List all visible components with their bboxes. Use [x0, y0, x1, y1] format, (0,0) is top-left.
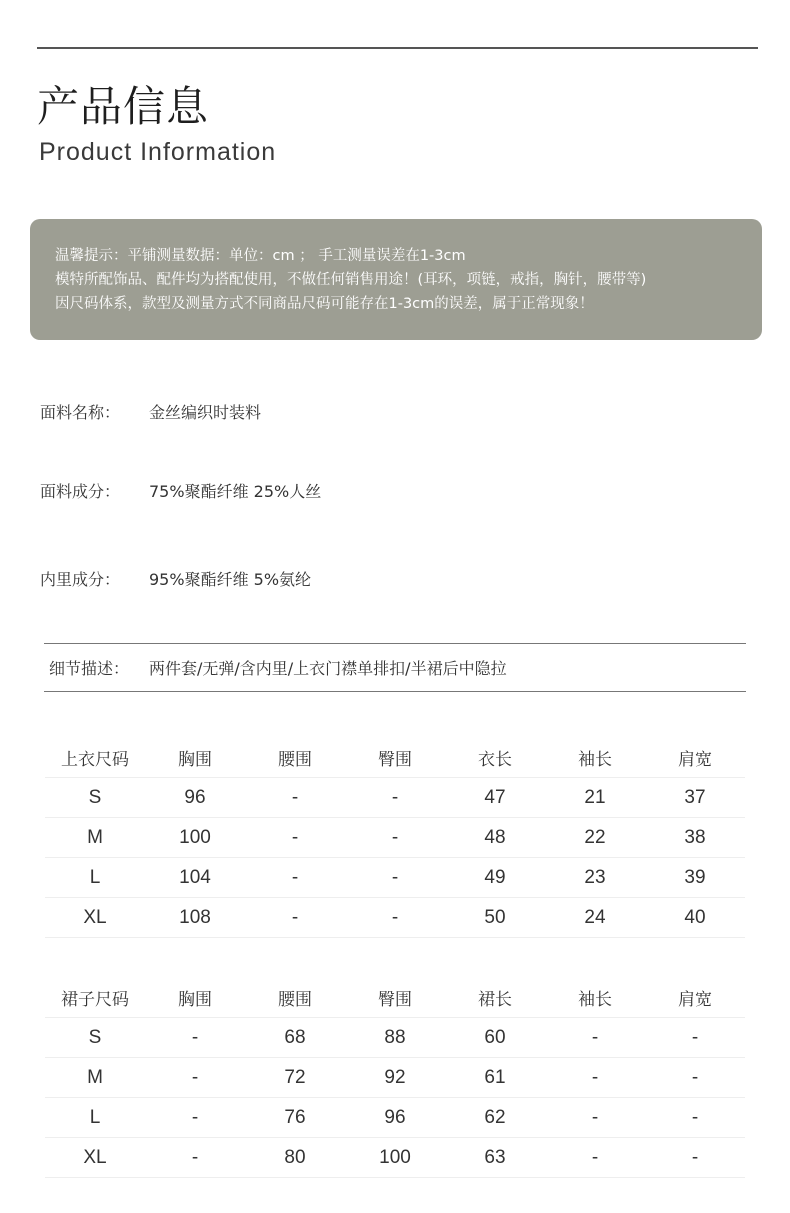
table-cell: 68	[245, 1018, 345, 1058]
table-cell: L	[45, 858, 145, 898]
notice-line: 温馨提示：平铺测量数据：单位：cm ； 手工测量误差在1-3cm	[55, 248, 466, 264]
header-cell: 袖长	[545, 738, 645, 778]
top-divider	[37, 47, 758, 49]
table-header-row	[45, 978, 745, 1018]
table-cell: 38	[645, 818, 745, 858]
fabric-name-row	[40, 400, 261, 423]
table-cell: 37	[645, 778, 745, 818]
header-cell: 腰围	[245, 978, 345, 1018]
table-row	[45, 818, 745, 858]
table-row	[45, 858, 745, 898]
detail-value: 两件套/无弹/含内里/上衣门襟单排扣/半裙后中隐拉	[149, 659, 507, 678]
table-cell: 61	[445, 1058, 545, 1098]
table-cell: -	[145, 1018, 245, 1058]
table-cell: -	[545, 1138, 645, 1178]
page-subtitle: Product Information	[39, 138, 277, 166]
notice-line: 因尺码体系，款型及测量方式不同商品尺码可能存在1-3cm的误差，属于正常现象！	[55, 296, 594, 312]
table-cell: S	[45, 1018, 145, 1058]
table-cell: -	[645, 1018, 745, 1058]
table-cell: -	[545, 1018, 645, 1058]
notice-line: 模特所配饰品、配件均为搭配使用，不做任何销售用途！(耳环，项链，戒指，胸针，腰带等)	[55, 272, 647, 288]
table-cell: -	[245, 818, 345, 858]
detail-top-divider	[44, 643, 746, 644]
table-cell: XL	[45, 1138, 145, 1178]
table-cell: XL	[45, 898, 145, 938]
table-cell: -	[145, 1058, 245, 1098]
table-cell: -	[345, 858, 445, 898]
table-cell: M	[45, 1058, 145, 1098]
table-cell: 108	[145, 898, 245, 938]
table-cell: 96	[145, 778, 245, 818]
table-row	[45, 1058, 745, 1098]
header-cell: 肩宽	[645, 978, 745, 1018]
fabric-composition-value: 75%聚酯纤维 25%人丝	[149, 482, 322, 501]
top-size-table	[45, 738, 745, 938]
table-cell: 63	[445, 1138, 545, 1178]
table-cell: -	[645, 1138, 745, 1178]
table-cell: 22	[545, 818, 645, 858]
table-header-row	[45, 738, 745, 778]
header-cell: 胸围	[145, 738, 245, 778]
table-cell: M	[45, 818, 145, 858]
table-cell: -	[645, 1098, 745, 1138]
table-cell: 23	[545, 858, 645, 898]
detail-label: 细节描述：	[49, 659, 130, 678]
table-cell: -	[545, 1098, 645, 1138]
table-row	[45, 1018, 745, 1058]
header-cell: 胸围	[145, 978, 245, 1018]
table-cell: 62	[445, 1098, 545, 1138]
table-cell: -	[545, 1058, 645, 1098]
table-cell: -	[245, 858, 345, 898]
table-row	[45, 1138, 745, 1178]
table-cell: -	[345, 778, 445, 818]
header-cell: 肩宽	[645, 738, 745, 778]
table-cell: 80	[245, 1138, 345, 1178]
table-cell: 72	[245, 1058, 345, 1098]
table-cell: -	[345, 818, 445, 858]
detail-row	[49, 656, 507, 679]
fabric-name-value: 金丝编织时装料	[149, 403, 262, 422]
table-row	[45, 1098, 745, 1138]
header-cell: 腰围	[245, 738, 345, 778]
table-cell: 39	[645, 858, 745, 898]
header-cell: 上衣尺码	[45, 738, 145, 778]
header-cell: 臀围	[345, 978, 445, 1018]
lining-composition-label: 内里成分：	[40, 570, 121, 589]
detail-bottom-divider	[44, 691, 746, 692]
fabric-composition-row	[40, 479, 321, 502]
header-cell: 袖长	[545, 978, 645, 1018]
table-cell: -	[345, 898, 445, 938]
table-cell: 47	[445, 778, 545, 818]
table-cell: 24	[545, 898, 645, 938]
table-cell: S	[45, 778, 145, 818]
header-cell: 裙子尺码	[45, 978, 145, 1018]
table-cell: 50	[445, 898, 545, 938]
table-cell: 96	[345, 1098, 445, 1138]
table-cell: L	[45, 1098, 145, 1138]
table-cell: -	[145, 1098, 245, 1138]
table-cell: 100	[345, 1138, 445, 1178]
fabric-name-label: 面料名称：	[40, 403, 121, 422]
table-cell: -	[145, 1138, 245, 1178]
table-cell: 76	[245, 1098, 345, 1138]
header-cell: 裙长	[445, 978, 545, 1018]
table-cell: 49	[445, 858, 545, 898]
table-cell: 48	[445, 818, 545, 858]
lining-composition-row	[40, 567, 311, 590]
table-cell: -	[245, 898, 345, 938]
fabric-composition-label: 面料成分：	[40, 482, 121, 501]
header-cell: 衣长	[445, 738, 545, 778]
table-cell: 40	[645, 898, 745, 938]
page-title: 产品信息	[37, 82, 210, 131]
table-row	[45, 778, 745, 818]
table-cell: 104	[145, 858, 245, 898]
table-cell: -	[645, 1058, 745, 1098]
table-row	[45, 898, 745, 938]
table-cell: 21	[545, 778, 645, 818]
table-cell: 88	[345, 1018, 445, 1058]
table-cell: -	[245, 778, 345, 818]
lining-composition-value: 95%聚酯纤维 5%氨纶	[149, 570, 312, 589]
header-cell: 臀围	[345, 738, 445, 778]
notice-box	[30, 219, 762, 340]
table-cell: 92	[345, 1058, 445, 1098]
skirt-size-table	[45, 978, 745, 1178]
table-cell: 60	[445, 1018, 545, 1058]
table-cell: 100	[145, 818, 245, 858]
